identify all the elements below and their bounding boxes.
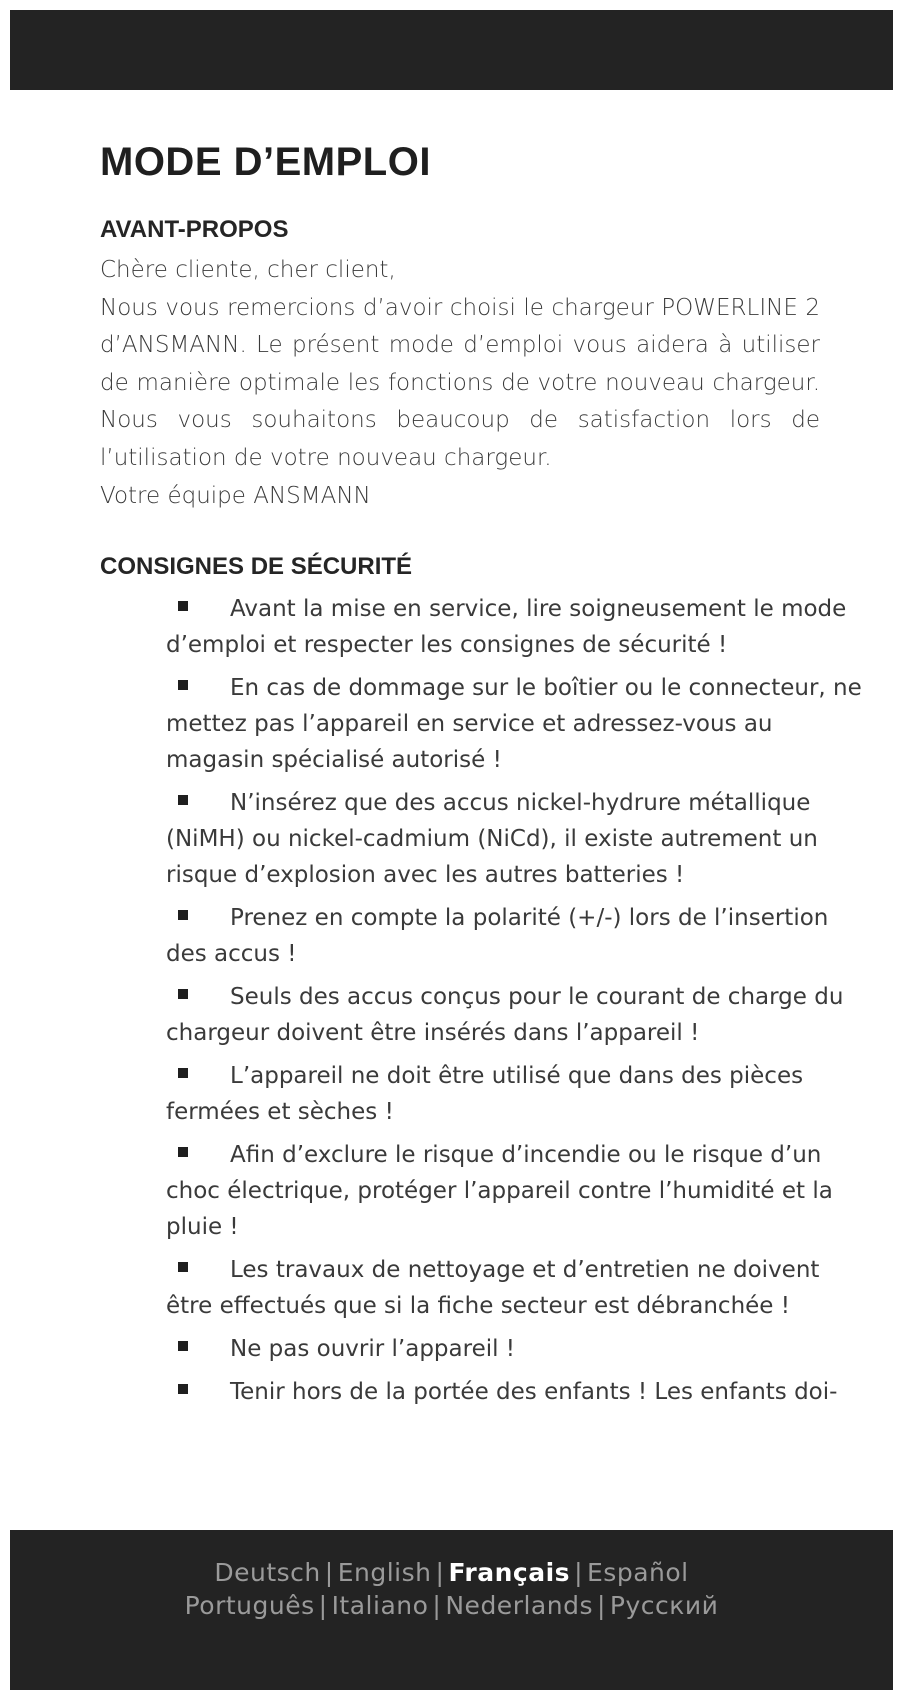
- list-item: En cas de dommage sur le boîtier ou le connecteur, ne mettez pas l’appareil en service et adressez-vous au magasin spécialisé autorisé !: [166, 675, 862, 774]
- footer-bar: [10, 1530, 893, 1690]
- language-separator: |: [318, 1591, 328, 1620]
- list-item: Afin d’exclure le risque d’incendie ou le risque d’un choc électrique, protéger l’appareil contre l’humidité et la pluie !: [166, 1142, 833, 1241]
- list-item: Avant la mise en service, lire soigneusement le mode d’emploi et respecter les consignes de sécurité !: [166, 596, 847, 659]
- foreword-heading: AVANT-PROPOS: [100, 216, 289, 243]
- language-separator: |: [435, 1558, 445, 1587]
- header-bar: [10, 10, 893, 90]
- list-item: Les travaux de nettoyage et d’entretien ne doivent être effectués que si la fiche secteur est débranchée !: [166, 1257, 820, 1320]
- manual-page: [10, 10, 893, 1690]
- foreword-body: Nous vous remercions d’avoir choisi le chargeur POWERLINE 2 d’ANSMANN. Le présent mode d’emploi vous aidera à utiliser de manière optimale les fonctions de votre nouveau chargeur. Nous vous souhaitons beaucoup de satisfaction lors de l’utilisation de votre nouveau chargeur.: [100, 294, 820, 471]
- square-bullet-icon: [178, 1262, 188, 1272]
- square-bullet-icon: [178, 1068, 188, 1078]
- language-separator: |: [324, 1558, 334, 1587]
- page-title: MODE D’EMPLOI: [100, 140, 431, 184]
- page-content: [100, 138, 862, 1417]
- square-bullet-icon: [178, 989, 188, 999]
- language-link-portugues[interactable]: Português: [184, 1591, 315, 1620]
- foreword-signature: Votre équipe ANSMANN: [100, 482, 371, 509]
- safety-heading: CONSIGNES DE SÉCURITÉ: [100, 553, 413, 581]
- square-bullet-icon: [178, 1341, 188, 1351]
- language-row-2: [10, 1589, 893, 1622]
- square-bullet-icon: [178, 601, 188, 611]
- list-item: N’insérez que des accus nickel-hydrure métallique (NiMH) ou nickel-cadmium (NiCd), il existe autrement un risque d’explosion avec les autres batteries !: [166, 790, 818, 889]
- language-link-italiano[interactable]: Italiano: [331, 1591, 429, 1620]
- square-bullet-icon: [178, 910, 188, 920]
- language-separator: |: [596, 1591, 606, 1620]
- language-link-russian[interactable]: Русский: [609, 1591, 719, 1620]
- foreword-greeting: Chère cliente, cher client,: [100, 257, 396, 283]
- language-link-espanol[interactable]: Español: [587, 1558, 689, 1587]
- language-link-francais[interactable]: Français: [448, 1558, 571, 1587]
- list-item: Prenez en compte la polarité (+/-) lors de l’insertion des accus !: [166, 905, 829, 968]
- list-item: L’appareil ne doit être utilisé que dans des pièces fermées et sèches !: [166, 1063, 804, 1126]
- language-link-english[interactable]: English: [337, 1558, 432, 1587]
- list-item: Seuls des accus conçus pour le courant de charge du chargeur doivent être insérés dans l’appareil !: [166, 984, 844, 1047]
- list-item: Ne pas ouvrir l’appareil !: [166, 1331, 866, 1367]
- square-bullet-icon: [178, 680, 188, 690]
- square-bullet-icon: [178, 1147, 188, 1157]
- language-link-deutsch[interactable]: Deutsch: [214, 1558, 321, 1587]
- language-selector: [10, 1556, 893, 1622]
- language-link-nederlands[interactable]: Nederlands: [445, 1591, 593, 1620]
- list-item: Tenir hors de la portée des enfants ! Les enfants doi-: [166, 1374, 866, 1410]
- square-bullet-icon: [178, 795, 188, 805]
- square-bullet-icon: [178, 1384, 188, 1394]
- safety-list: [100, 591, 862, 1410]
- language-row-1: [10, 1556, 893, 1589]
- language-separator: |: [574, 1558, 583, 1587]
- language-separator: |: [432, 1591, 442, 1620]
